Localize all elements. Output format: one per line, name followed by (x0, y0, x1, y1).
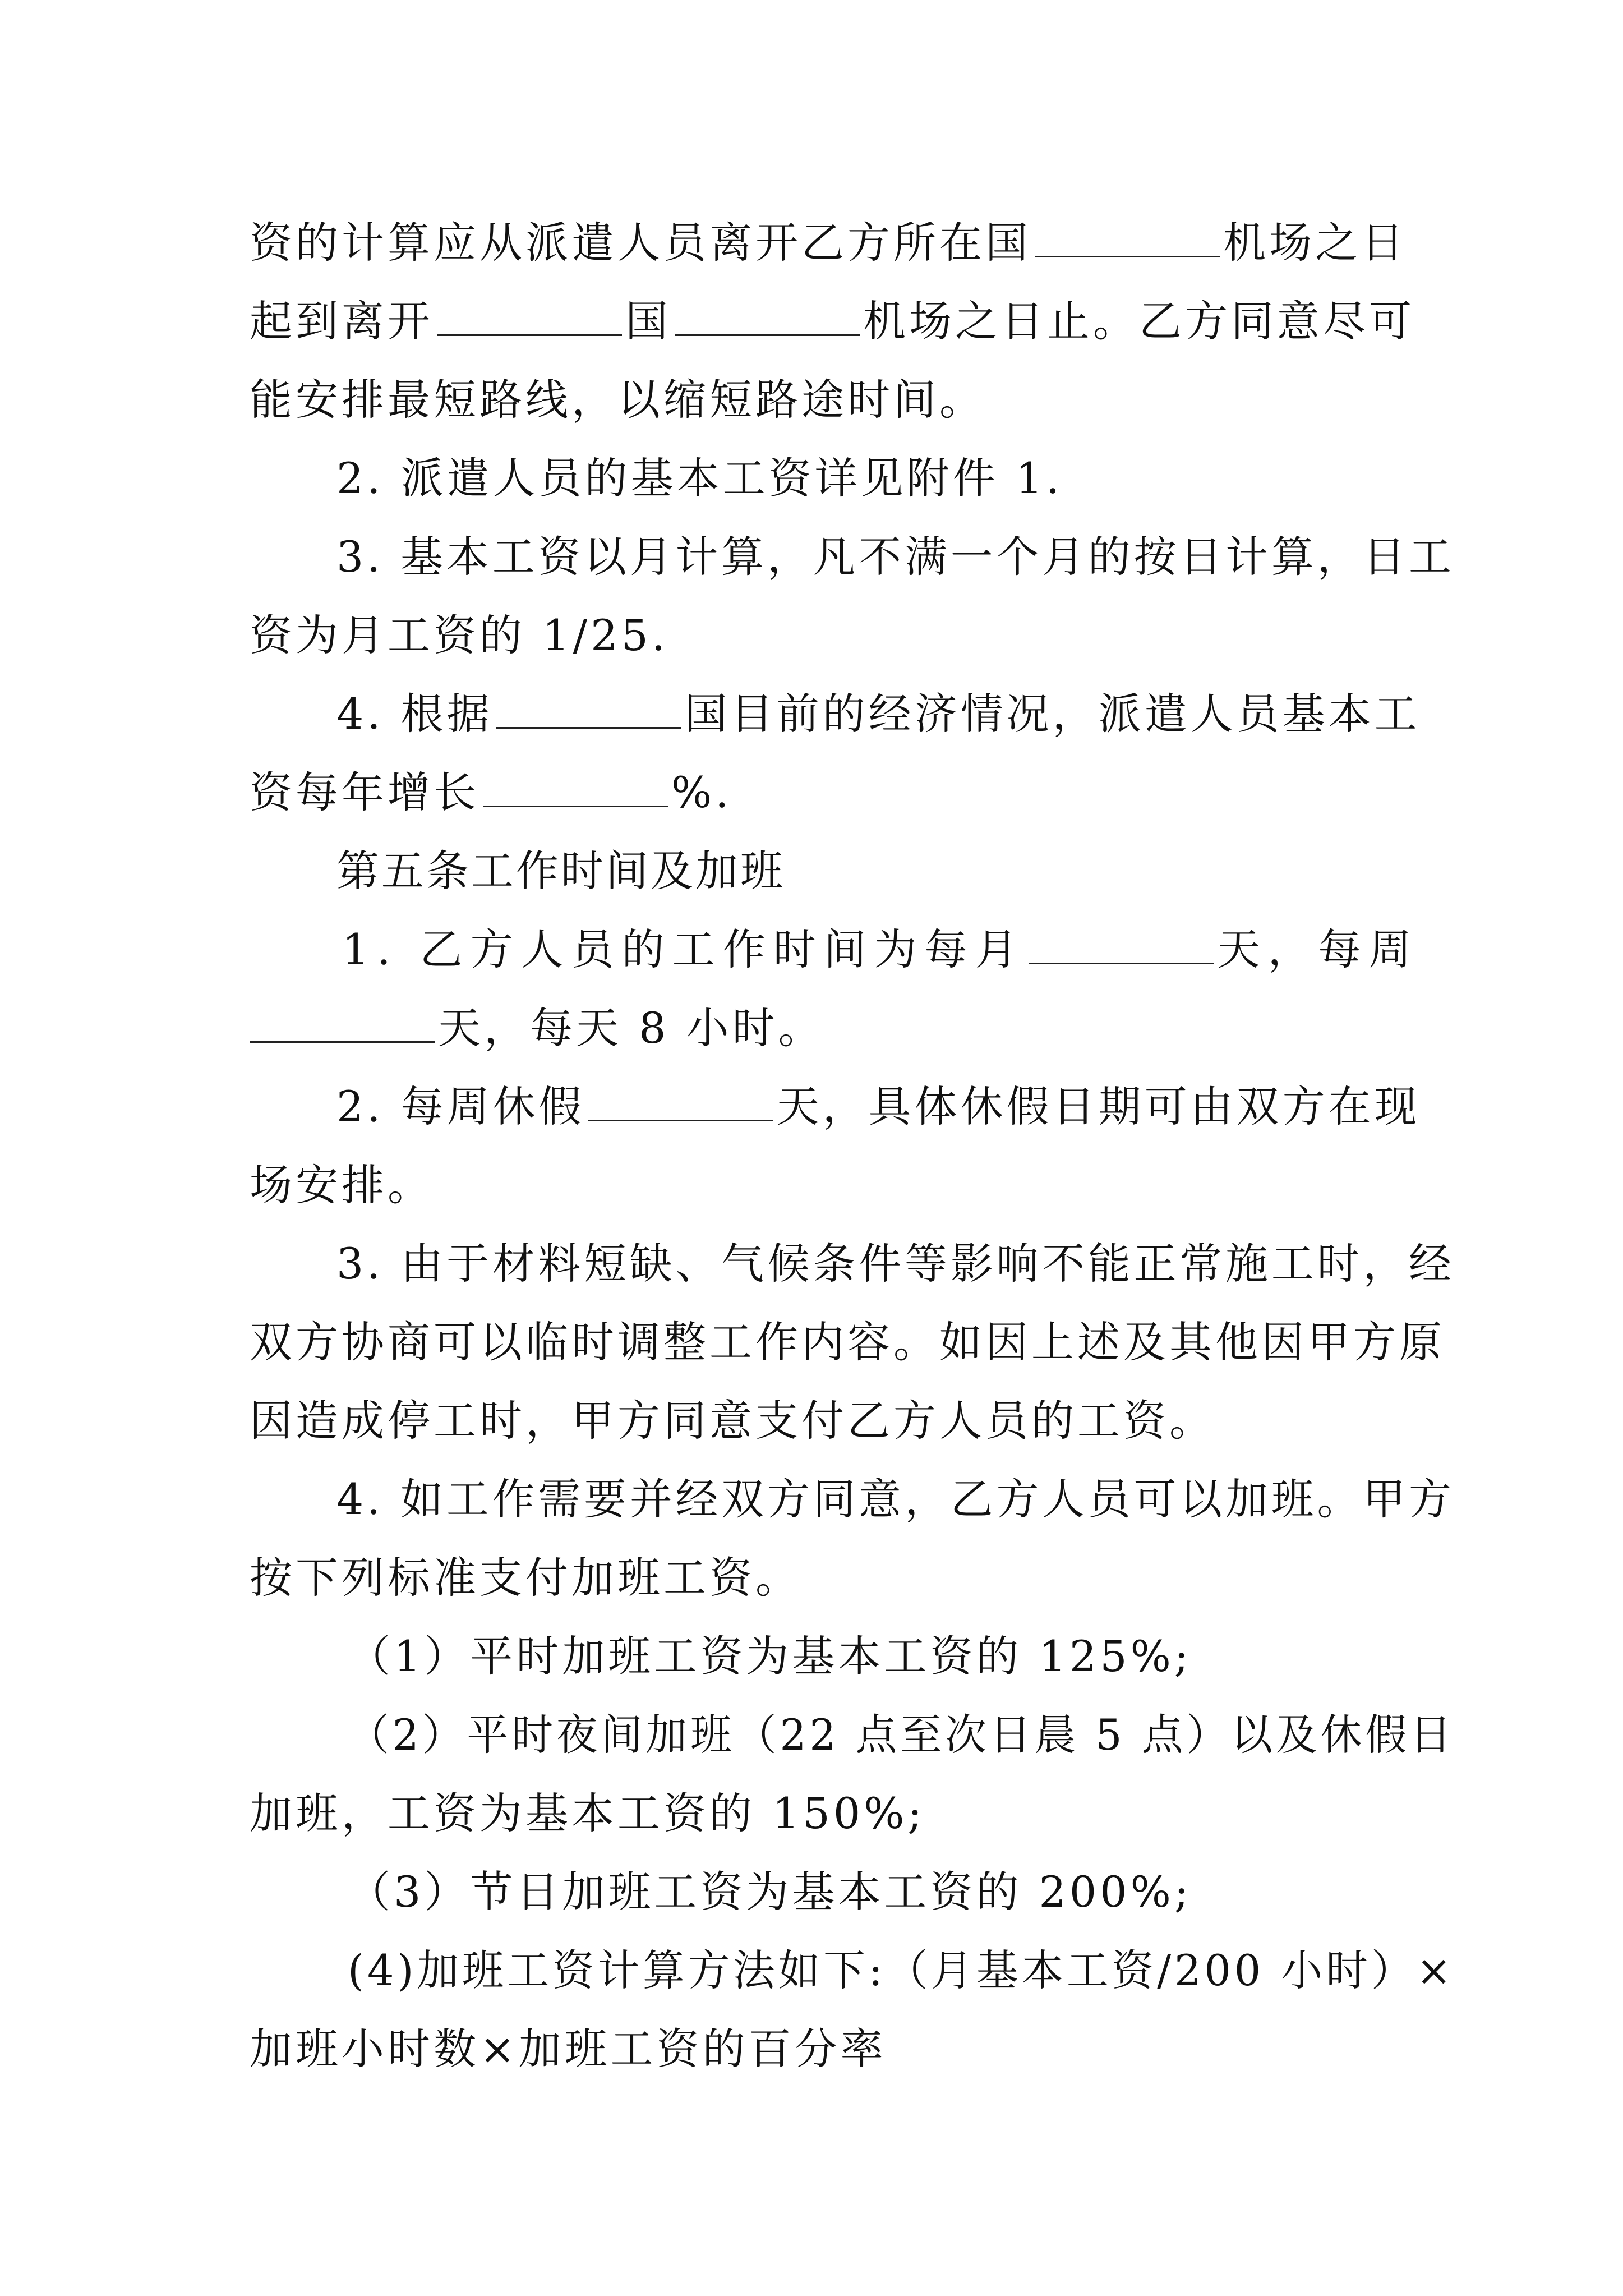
text-run: 场安排。 (250, 1160, 434, 1210)
fill-in-blank (250, 1007, 435, 1043)
text-run: 4. 如工作需要并经双方同意，乙方人员可以加班。甲方 (336, 1474, 1455, 1524)
text-line (250, 1787, 925, 1841)
text-run: 加班，工资为基本工资的 150%; (250, 1788, 926, 1838)
text-line (250, 216, 1407, 270)
text-run: 资每年增长 (250, 767, 479, 817)
text-run: %. (671, 767, 732, 817)
text-run: 双方协商可以临时调整工作内容。如因上述及其他因甲方原 (250, 1317, 1445, 1367)
text-line (348, 1630, 1192, 1683)
text-run: 3. 基本工资以月计算，凡不满一个月的按日计算，日工 (336, 532, 1455, 582)
text-run: 2. 派遣人员的基本工资详见附件 1. (336, 453, 1063, 503)
text-run: 天，每天 8 小时。 (438, 1003, 824, 1053)
text-run: 因造成停工时，甲方同意支付乙方人员的工资。 (250, 1396, 1215, 1446)
text-line (250, 609, 668, 662)
text-line (336, 1080, 1421, 1134)
text-line (336, 1473, 1455, 1526)
text-run: 资的计算应从派遣人员离开乙方所在国 (250, 218, 1031, 268)
fill-in-blank (1029, 929, 1214, 964)
text-run: 机场之日 (1223, 218, 1407, 268)
text-run: 资为月工资的 1/25. (250, 610, 668, 660)
text-run: 4. 根据 (336, 689, 493, 739)
text-run: 2. 每周休假 (336, 1082, 585, 1131)
text-line (250, 373, 985, 427)
text-run: （1）平时加班工资为基本工资的 125%; (348, 1631, 1192, 1681)
text-line (348, 1865, 1192, 1919)
text-run: (4)加班工资计算方法如下:（月基本工资/200 小时）× (348, 1945, 1455, 1995)
fill-in-blank (483, 772, 668, 807)
fill-in-blank (437, 301, 622, 336)
text-line (348, 1944, 1455, 1998)
text-run: 第五条工作时间及加班 (336, 846, 785, 896)
text-run: 1. 乙方人员的工作时间为每月 (342, 924, 1026, 974)
text-line (250, 2022, 887, 2076)
text-run: 能安排最短路线，以缩短路途时间。 (250, 375, 985, 425)
text-run: 3. 由于材料短缺、气候条件等影响不能正常施工时，经 (336, 1239, 1455, 1289)
fill-in-blank (1035, 222, 1220, 257)
text-line (250, 1551, 801, 1605)
text-line (336, 452, 1063, 505)
text-line (250, 766, 732, 820)
text-run: 加班小时数×加班工资的百分率 (250, 2024, 887, 2074)
text-line (348, 1708, 1455, 1762)
text-line (336, 530, 1455, 584)
text-run: 天，具体休假日期可由双方在现 (776, 1082, 1421, 1131)
text-line (250, 1394, 1215, 1448)
text-run: 起到离开 (250, 296, 434, 346)
section-heading (336, 844, 785, 898)
text-line (336, 687, 1421, 741)
text-line (250, 295, 1415, 348)
text-run: 国目前的经济情况，派遣人员基本工 (684, 689, 1421, 739)
text-line (250, 1315, 1445, 1369)
text-run: （2）平时夜间加班（22 点至次日晨 5 点）以及休假日 (348, 1710, 1455, 1760)
text-run: 天，每周 (1217, 924, 1419, 974)
text-run: 国 (625, 296, 671, 346)
text-run: （3）节日加班工资为基本工资的 200%; (348, 1867, 1192, 1917)
text-line (250, 1158, 434, 1212)
text-line (336, 1237, 1455, 1291)
text-line (342, 923, 1419, 977)
text-run: 机场之日止。乙方同意尽可 (863, 296, 1415, 346)
text-line (250, 1001, 824, 1055)
fill-in-blank (675, 301, 860, 336)
fill-in-blank (496, 693, 681, 729)
fill-in-blank (588, 1086, 773, 1121)
text-run: 按下列标准支付加班工资。 (250, 1553, 801, 1603)
